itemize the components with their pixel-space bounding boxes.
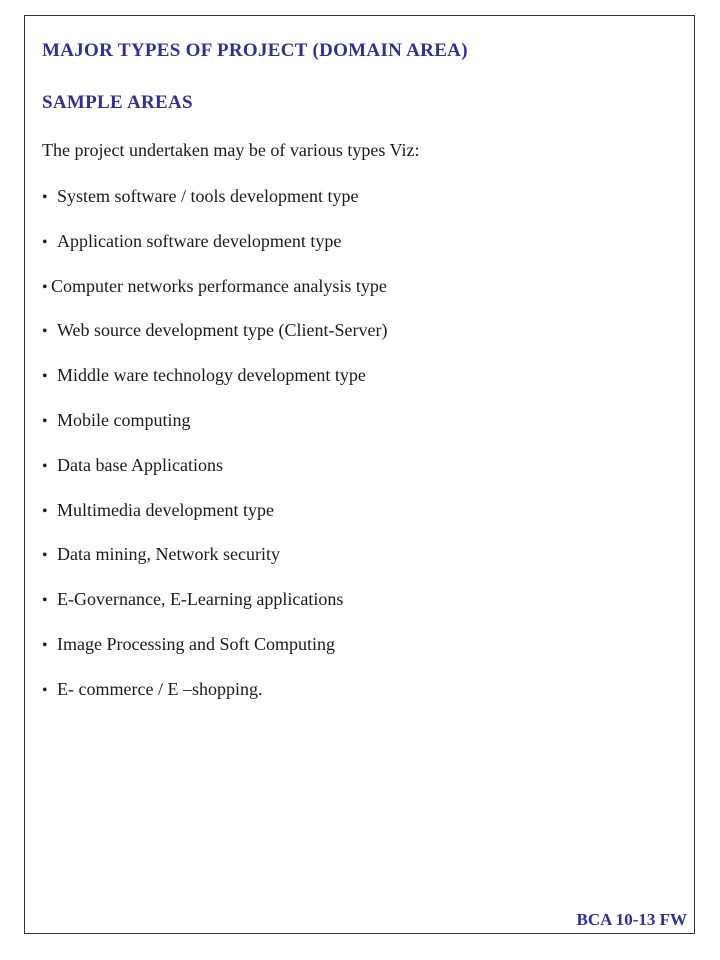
list-item-text: System software / tools development type bbox=[57, 186, 359, 206]
list-item-text: Data mining, Network security bbox=[57, 544, 280, 565]
list-item-text: Computer networks performance analysis type bbox=[51, 275, 387, 296]
list-item bbox=[42, 318, 387, 363]
list-item-text: E-Governance, E-Learning applications bbox=[57, 589, 344, 610]
list-item bbox=[42, 453, 387, 498]
bullet-icon: • bbox=[42, 592, 48, 610]
list-item-text: Mobile computing bbox=[57, 409, 191, 430]
list-item-text: Middle ware technology development type bbox=[57, 365, 366, 386]
list-item bbox=[42, 184, 387, 229]
slide-footer: BCA 10-13 FW bbox=[576, 910, 687, 929]
list-item bbox=[42, 587, 387, 632]
bullet-icon: • bbox=[42, 457, 48, 475]
list-item-text: Multimedia development type bbox=[57, 499, 274, 520]
bullet-icon: • bbox=[42, 189, 48, 206]
list-item-text: Application software development type bbox=[57, 230, 342, 251]
list-item bbox=[42, 274, 387, 319]
list-item-text: Image Processing and Soft Computing bbox=[57, 633, 335, 654]
list-item bbox=[42, 498, 387, 543]
bullet-icon: • bbox=[42, 547, 48, 565]
bullet-icon: • bbox=[42, 681, 48, 699]
bullet-icon: • bbox=[42, 323, 48, 341]
list-item bbox=[42, 632, 387, 677]
intro-text: The project undertaken may be of various types Viz: bbox=[42, 140, 420, 160]
list-item bbox=[42, 677, 387, 722]
slide-subtitle: SAMPLE AREAS bbox=[42, 92, 193, 113]
bullet-icon: • bbox=[42, 233, 48, 251]
list-item bbox=[42, 408, 387, 453]
list-item bbox=[42, 363, 387, 408]
bullet-icon: • bbox=[42, 412, 48, 430]
project-types-list bbox=[42, 184, 387, 722]
list-item-text: Data base Applications bbox=[57, 454, 223, 475]
bullet-icon: • bbox=[42, 502, 48, 520]
list-item bbox=[42, 229, 387, 274]
list-item-text: E- commerce / E –shopping. bbox=[57, 678, 263, 699]
list-item-text: Web source development type (Client-Server) bbox=[57, 320, 388, 341]
list-item bbox=[42, 542, 387, 587]
bullet-icon: • bbox=[42, 368, 48, 386]
bullet-icon: • bbox=[42, 636, 48, 654]
slide-title: MAJOR TYPES OF PROJECT (DOMAIN AREA) bbox=[42, 40, 468, 61]
bullet-icon: • bbox=[42, 278, 48, 296]
